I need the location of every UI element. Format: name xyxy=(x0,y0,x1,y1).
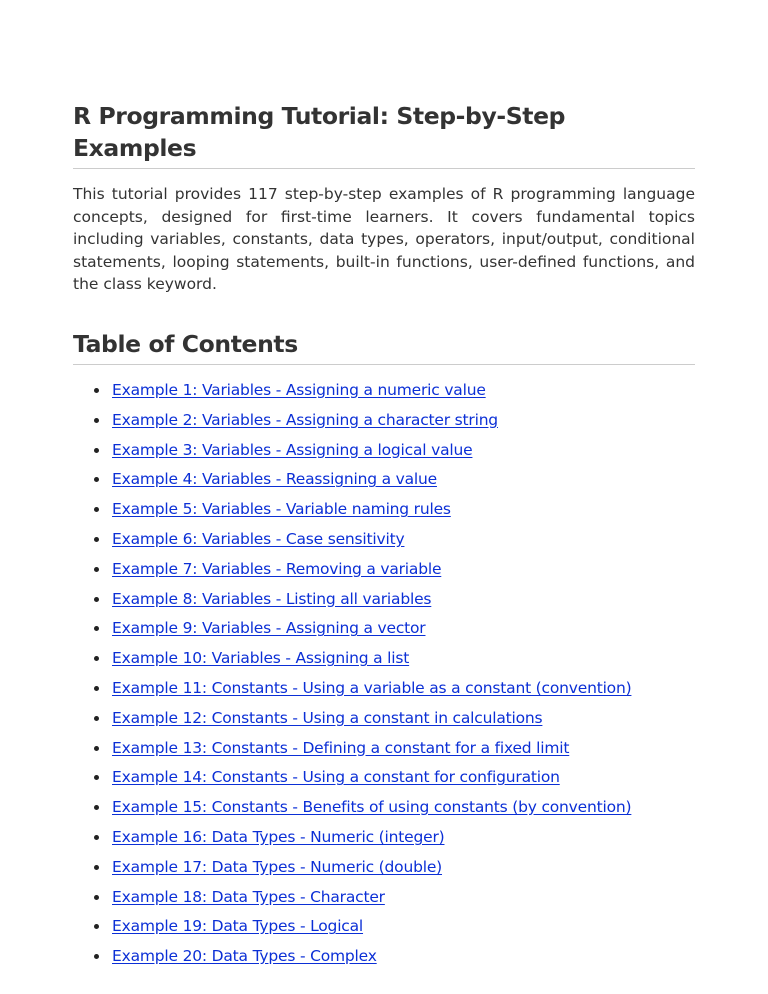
toc-list xyxy=(73,379,695,975)
toc-item xyxy=(73,826,695,856)
toc-link[interactable]: Example 18: Data Types - Character xyxy=(112,887,385,906)
toc-item xyxy=(73,886,695,916)
toc-item xyxy=(73,498,695,528)
intro-paragraph: This tutorial provides 117 step-by-step examples of R programming language concepts, designed for first-time learners. It covers fundamental topics including variables, constants, data types, operators, input/output, conditional statements, looping statements, built-in functions, user-defined functions, and the class keyword. xyxy=(73,185,695,294)
bullet-icon xyxy=(94,835,99,840)
bullet-icon xyxy=(94,418,99,423)
toc-item xyxy=(73,588,695,618)
toc-item xyxy=(73,647,695,677)
bullet-icon xyxy=(94,656,99,661)
bullet-icon xyxy=(94,895,99,900)
toc-item xyxy=(73,379,695,409)
toc-link[interactable]: Example 8: Variables - Listing all variables xyxy=(112,589,432,608)
bullet-icon xyxy=(94,448,99,453)
toc-item xyxy=(73,856,695,886)
toc-item xyxy=(73,468,695,498)
toc-link[interactable]: Example 4: Variables - Reassigning a value xyxy=(112,470,437,489)
toc-link[interactable]: Example 19: Data Types - Logical xyxy=(112,917,364,936)
toc-link[interactable]: Example 1: Variables - Assigning a numeric value xyxy=(112,380,486,399)
bullet-icon xyxy=(94,716,99,721)
toc-link[interactable]: Example 20: Data Types - Complex xyxy=(112,947,377,966)
bullet-icon xyxy=(94,567,99,572)
toc-link[interactable]: Example 9: Variables - Assigning a vector xyxy=(112,619,426,638)
toc-link[interactable]: Example 16: Data Types - Numeric (integer) xyxy=(112,827,445,846)
page-title: R Programming Tutorial: Step-by-Step Examples xyxy=(73,100,695,169)
toc-link[interactable]: Example 6: Variables - Case sensitivity xyxy=(112,529,405,548)
toc-link[interactable]: Example 2: Variables - Assigning a character string xyxy=(112,410,498,429)
bullet-icon xyxy=(94,597,99,602)
toc-item xyxy=(73,766,695,796)
bullet-icon xyxy=(94,388,99,393)
bullet-icon xyxy=(94,954,99,959)
bullet-icon xyxy=(94,775,99,780)
bullet-icon xyxy=(94,805,99,810)
toc-item xyxy=(73,528,695,558)
toc-heading: Table of Contents xyxy=(73,328,695,365)
bullet-icon xyxy=(94,865,99,870)
toc-item xyxy=(73,915,695,945)
toc-item xyxy=(73,558,695,588)
toc-link[interactable]: Example 13: Constants - Defining a constant for a fixed limit xyxy=(112,738,570,757)
toc-link[interactable]: Example 10: Variables - Assigning a list xyxy=(112,649,410,668)
bullet-icon xyxy=(94,924,99,929)
bullet-icon xyxy=(94,537,99,542)
toc-link[interactable]: Example 3: Variables - Assigning a logical value xyxy=(112,440,473,459)
bullet-icon xyxy=(94,626,99,631)
toc-link[interactable]: Example 7: Variables - Removing a variable xyxy=(112,559,442,578)
bullet-icon xyxy=(94,507,99,512)
toc-item xyxy=(73,945,695,975)
toc-item xyxy=(73,617,695,647)
toc-link[interactable]: Example 5: Variables - Variable naming rules xyxy=(112,500,451,519)
bullet-icon xyxy=(94,686,99,691)
toc-item xyxy=(73,409,695,439)
toc-item xyxy=(73,796,695,826)
bullet-icon xyxy=(94,477,99,482)
toc-link[interactable]: Example 14: Constants - Using a constant for configuration xyxy=(112,768,560,787)
toc-item xyxy=(73,677,695,707)
toc-link[interactable]: Example 11: Constants - Using a variable as a constant (convention) xyxy=(112,678,632,697)
toc-link[interactable]: Example 17: Data Types - Numeric (double) xyxy=(112,857,443,876)
toc-link[interactable]: Example 15: Constants - Benefits of using constants (by convention) xyxy=(112,798,632,817)
toc-item xyxy=(73,707,695,737)
toc-item xyxy=(73,737,695,767)
toc-link[interactable]: Example 12: Constants - Using a constant in calculations xyxy=(112,708,543,727)
toc-item xyxy=(73,439,695,469)
bullet-icon xyxy=(94,746,99,751)
